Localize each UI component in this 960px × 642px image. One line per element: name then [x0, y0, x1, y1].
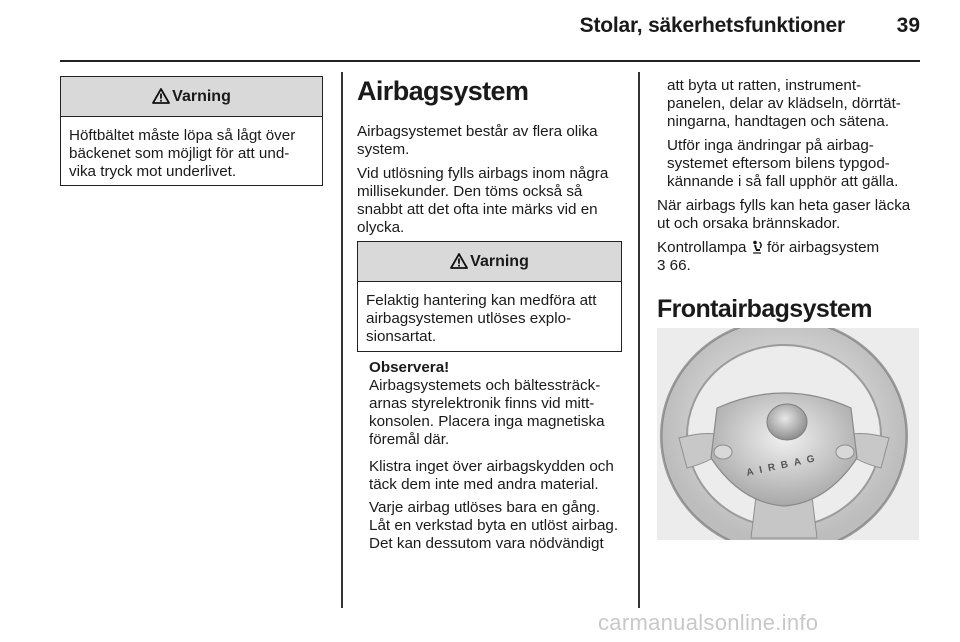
- text-line: millisekunder. Den töms också så: [357, 183, 583, 200]
- text-line: Höftbältet måste löpa så lågt över: [69, 127, 296, 144]
- watermark: carmanualsonline.info: [598, 610, 819, 635]
- text-line: Låt en verkstad byta en utlöst airbag.: [369, 517, 619, 534]
- text-line: kännande i så fall upphör att gälla.: [667, 173, 899, 190]
- text-line: system.: [357, 141, 410, 158]
- warning-heading: Varning: [172, 87, 231, 105]
- warning-text: [358, 282, 621, 356]
- text-line: Airbagsystemets och bältessträck-: [369, 377, 601, 394]
- paragraph-continuation: [667, 77, 901, 131]
- text-fragment: för airbagsystem: [762, 239, 880, 256]
- warning-triangle-icon: [450, 253, 468, 269]
- warning-box-airbag: [357, 241, 622, 352]
- page-reference: 3 66.: [657, 257, 691, 274]
- text-line: vika tryck mot underlivet.: [69, 163, 237, 180]
- text-fragment: Kontrollampa: [657, 239, 751, 256]
- text-line: täck dem inte med andra material.: [369, 476, 599, 493]
- text-line: airbagsystemen utlöses explo-: [366, 310, 572, 327]
- note-block: [369, 359, 605, 449]
- text-line: [657, 239, 879, 257]
- section-heading-frontairbag: Frontairbagsystem: [657, 295, 872, 323]
- text-line: Klistra inget över airbagskydden och: [369, 458, 614, 475]
- steering-wheel-icon: [657, 328, 919, 540]
- note-heading: Observera!: [369, 359, 450, 376]
- text-line: Felaktig hantering kan medföra att: [366, 292, 597, 309]
- header-divider: [60, 60, 920, 62]
- text-line: panelen, delar av klädseln, dörrtät-: [667, 95, 901, 112]
- text-line: bäckenet som möjligt för att und-: [69, 145, 290, 162]
- column-divider-right: [638, 72, 640, 608]
- text-line: föremål där.: [369, 431, 450, 448]
- warning-header: [358, 242, 621, 282]
- text-line: sionsartat.: [366, 328, 437, 345]
- steering-wheel-illustration: [657, 328, 919, 540]
- warning-header: [61, 77, 322, 117]
- paragraph-warning-lamp: [657, 239, 879, 275]
- paragraph-covers: [369, 458, 614, 494]
- airbag-label: AIRBAG: [745, 452, 822, 479]
- paragraph-deployment: [357, 165, 608, 237]
- text-line: att byta ut ratten, instrument-: [667, 77, 862, 94]
- paragraph-intro: [357, 123, 598, 159]
- column-divider-left: [341, 72, 343, 608]
- paragraph-hot-gases: [657, 197, 910, 233]
- text-line: Det kan dessutom vara nödvändigt: [369, 535, 604, 552]
- paragraph-single-use: [369, 499, 618, 553]
- text-line: Vid utlösning fylls airbags inom några: [357, 165, 609, 182]
- airbag-warning-lamp-icon: [751, 240, 763, 254]
- page-title: Stolar, säkerhetsfunktioner: [579, 14, 845, 37]
- text-line: ut och orsaka brännskador.: [657, 215, 841, 232]
- paragraph-modifications: [667, 137, 898, 191]
- page-number: 39: [896, 14, 920, 37]
- warning-text: [61, 117, 322, 191]
- text-line: ningarna, handtagen och sätena.: [667, 113, 890, 130]
- text-line: Varje airbag utlöses bara en gång.: [369, 499, 601, 516]
- text-line: När airbags fylls kan heta gaser läcka: [657, 197, 911, 214]
- section-heading-airbagsystem: Airbagsystem: [357, 76, 529, 106]
- warning-heading: Varning: [470, 252, 529, 270]
- text-line: konsolen. Placera inga magnetiska: [369, 413, 605, 430]
- warning-box-seatbelt: [60, 76, 323, 186]
- warning-triangle-icon: [152, 88, 170, 104]
- text-line: olycka.: [357, 219, 405, 236]
- text-line: Airbagsystemet består av flera olika: [357, 123, 598, 140]
- text-line: Utför inga ändringar på airbag-: [667, 137, 874, 154]
- text-line: arnas styrelektronik finns vid mitt-: [369, 395, 595, 412]
- text-line: snabbt att det ofta inte märks vid en: [357, 201, 598, 218]
- text-line: systemet eftersom bilens typgod-: [667, 155, 890, 172]
